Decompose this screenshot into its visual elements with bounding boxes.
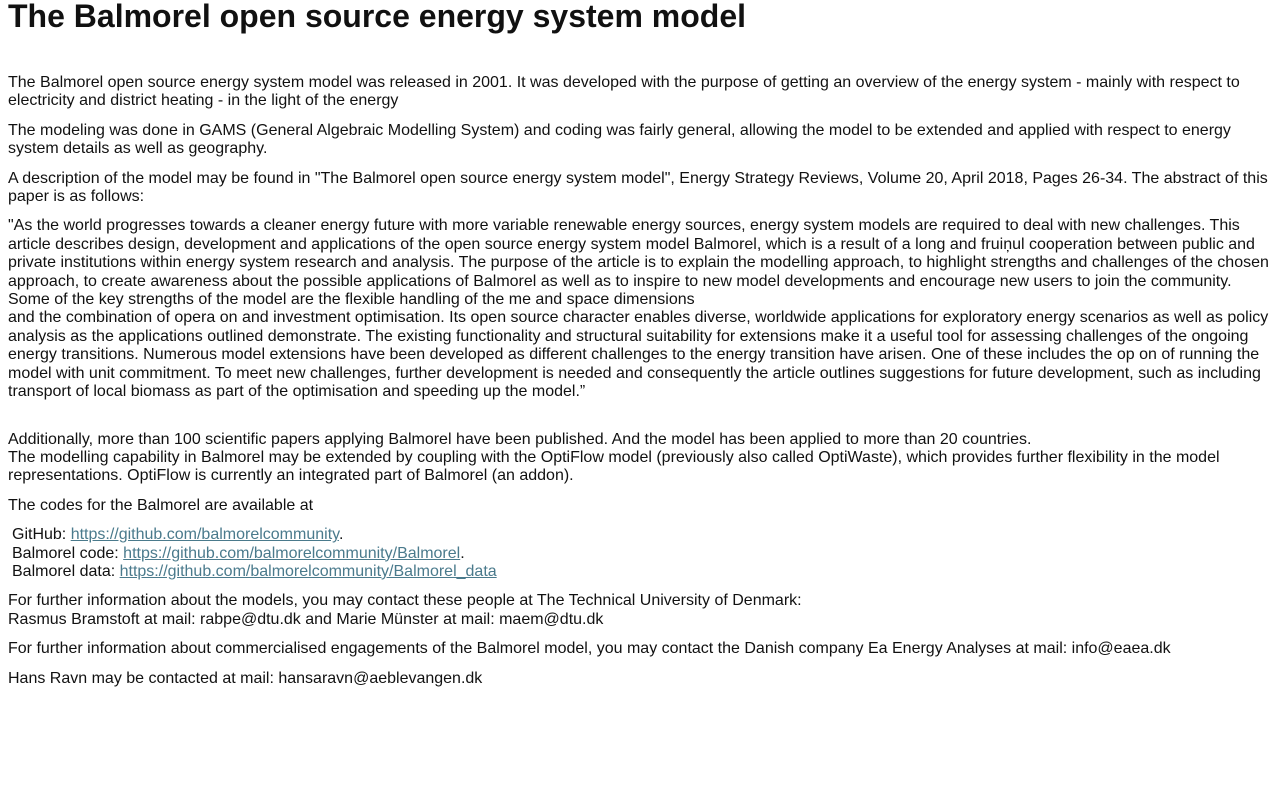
- github-label: GitHub:: [12, 526, 71, 544]
- balmorel-data-link-line: [8, 563, 1272, 581]
- dtu-contact-block: [8, 592, 1272, 629]
- balmorel-code-label: Balmorel code:: [12, 544, 124, 562]
- hans-contact-paragraph: Hans Ravn may be contacted at mail: hansaravn@aeblevangen.dk: [8, 669, 483, 687]
- balmorel-data-link[interactable]: https://github.com/balmorelcommunity/Balmorel_data: [119, 562, 497, 580]
- intro-paragraph: The Balmorel open source energy system model was released in 2001. It was developed with the purpose of getting an overview of the energy system - mainly with respect to electricity and district heating - in the light of the energy: [8, 74, 1240, 110]
- dtu-contact-people: Rasmus Bramstoft at mail: rabpe@dtu.dk and Marie Münster at mail: maem@dtu.dk: [8, 610, 604, 628]
- balmorel-code-link[interactable]: https://github.com/balmorelcommunity/Balmorel: [123, 544, 461, 562]
- balmorel-data-label: Balmorel data:: [12, 562, 120, 580]
- page-title: The Balmorel open source energy system model: [8, 0, 747, 34]
- balmorel-code-suffix: .: [460, 544, 465, 562]
- abstract-part-1: "As the world progresses towards a cleaner energy future with more variable renewable energy sources, energy system models are required to deal with new challenges. This article describes design, development and applications of the open source energy system model Balmorel, which is a result of a long and fruiņul cooperation between public and private institutions within energy system research and analysis. The purpose of the article is to explain the modelling approach, to highlight strengths and challenges of the chosen approach, to create awareness about the possible applications of Balmorel as well as to inspire to new model developments and encourage new users to join the community. Some of the key strengths of the model are the flexible handling of the me and space dimensions: [8, 217, 1269, 309]
- github-link[interactable]: https://github.com/balmorelcommunity: [70, 526, 339, 544]
- modeling-paragraph: The modeling was done in GAMS (General Algebraic Modelling System) and coding was fairly general, allowing the model to be extended and applied with respect to energy system details as well as geography.: [8, 121, 1231, 158]
- optiflow-paragraph: The modelling capability in Balmorel may be extended by coupling with the OptiFlow model (previously also called OptiWaste), which provides further flexibility in the model representations. OptiFlow is currently an integrated part of Balmorel (an addon).: [8, 448, 1220, 485]
- additional-block: [8, 431, 1272, 486]
- abstract-block: [8, 217, 1272, 401]
- codes-intro: The codes for the Balmorel are available at: [8, 496, 314, 514]
- additionally-paragraph: Additionally, more than 100 scientific papers applying Balmorel have been published. And the model has been applied to more than 20 countries.: [8, 430, 1032, 448]
- balmorel-code-link-line: [8, 545, 1272, 563]
- github-suffix: .: [338, 526, 344, 544]
- code-links-list: [8, 526, 1272, 581]
- github-link-line: [8, 526, 1272, 544]
- ea-contact-paragraph: For further information about commercialised engagements of the Balmorel model, you may contact the Danish company Ea Energy Analyses at mail: info@eaea.dk: [8, 640, 1171, 658]
- abstract-part-2: and the combination of opera on and investment optimisation. Its open source character enables diverse, worldwide applications for exploratory energy scenarios as well as policy analysis as the applications outlined demonstrate. The existing functionality and structural suitability for extensions make it a useful tool for assessing challenges of the ongoing energy transitions. Numerous model extensions have been developed as different challenges to the energy transition have arisen. One of these includes the op on of running the model with unit commitment. To meet new challenges, further development is needed and consequently the article outlines suggestions for future development, such as including transport of local biomass as part of the optimisation and speeding up the model.”: [8, 309, 1269, 401]
- dtu-contact-intro: For further information about the models, you may contact these people at The Technical University of Denmark:: [8, 592, 802, 610]
- description-paragraph: A description of the model may be found in "The Balmorel open source energy system model", Energy Strategy Reviews, Volume 20, April 2018, Pages 26-34. The abstract of this paper is as follows:: [8, 169, 1268, 206]
